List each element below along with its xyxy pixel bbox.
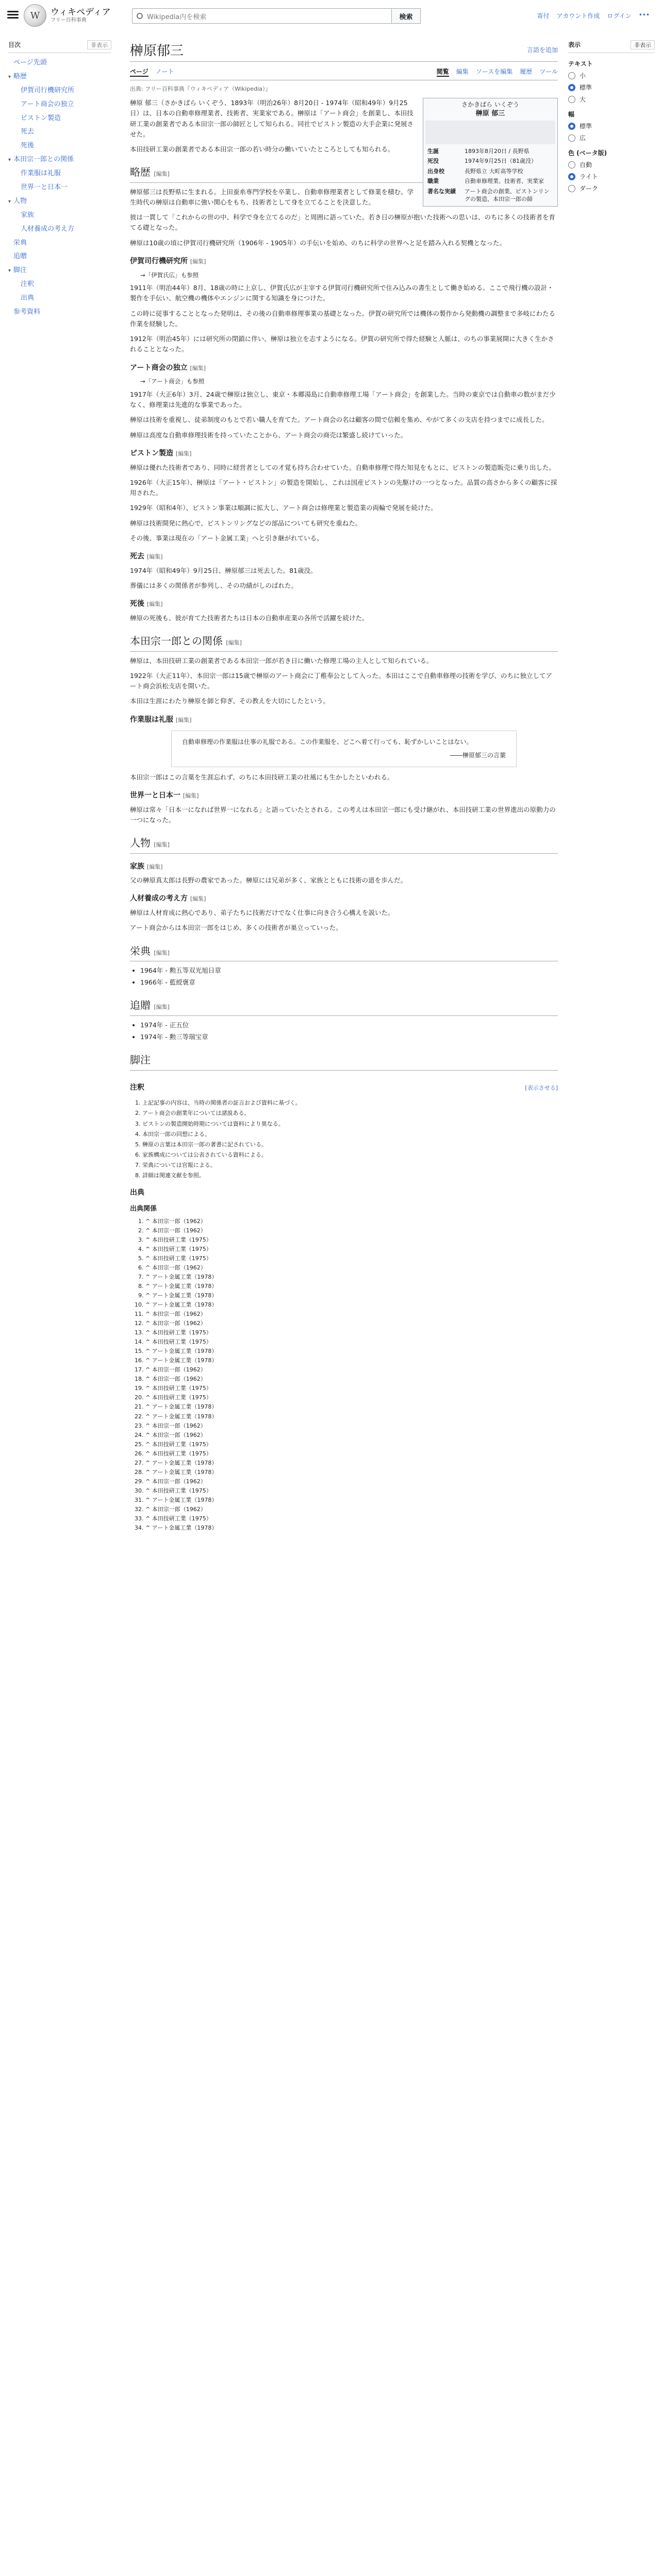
toc-item[interactable] <box>8 292 111 306</box>
radio-label: 小 <box>580 72 586 79</box>
from-line: 出典: フリー百科事典『ウィキペディア（Wikipedia）』 <box>130 86 271 92</box>
page-title-row <box>130 40 558 62</box>
quote-box <box>171 731 517 767</box>
subsection-heading <box>130 448 558 460</box>
infobox-row <box>425 156 555 166</box>
reference-item[interactable]: 26. ^ 本田技研工業（1975） <box>145 1449 558 1458</box>
subsection-title: アート商会の独立 <box>130 363 188 372</box>
infobox-key: 著名な実績 <box>427 188 456 195</box>
subsection-edit-link[interactable]: [編集] <box>146 863 163 870</box>
toc-item-label: 参考資料 <box>13 308 41 316</box>
reference-item[interactable]: 8. ^ アート金属工業（1978） <box>145 1282 558 1291</box>
lead-paragraph: 榊原 郁三（さかきばら いくぞう、1893年（明治26年）8月20日 - 1974年（昭和49年）9月25日）は、日本の自動車修理業者、技術者、実業家である。榊原は「アート商会」を創業し、本田技研工業の創業者である本田宗一郎の師匠として知られる。同社でピストン製造の大手企業に発展させた。 <box>130 99 414 138</box>
toc-list <box>8 56 111 319</box>
subsection-edit-link[interactable]: [編集] <box>146 601 163 608</box>
radio-dot-icon <box>568 185 575 192</box>
subsection-edit-link[interactable]: [編集] <box>175 716 192 723</box>
toc-item[interactable] <box>8 278 111 292</box>
section-heading <box>130 943 558 961</box>
note-item: 6. 家族構成については公表されている資料による。 <box>142 1150 558 1159</box>
reference-item[interactable]: 5. ^ 本田技研工業（1975） <box>145 1254 558 1263</box>
subsection-edit-link[interactable]: [編集] <box>175 450 192 457</box>
radio-option[interactable] <box>568 172 655 181</box>
reference-item[interactable]: 32. ^ 本田宗一郎（1962） <box>145 1505 558 1514</box>
search-form <box>132 8 421 24</box>
infobox-value: 長野県立 大町高等学校 <box>465 167 523 175</box>
reference-item[interactable]: 14. ^ 本田技研工業（1975） <box>145 1337 558 1346</box>
refs-list <box>145 1217 558 1533</box>
subsection-title: 人材養成の考え方 <box>130 894 188 903</box>
paragraph: 榊原は人材育成に熱心であり、弟子たちに技術だけでなく仕事に向き合う心構えを説いた。 <box>130 909 394 917</box>
notes-toggle[interactable]: [表示させる] <box>525 1084 558 1091</box>
tab-read[interactable]: 閲覧 <box>437 67 449 77</box>
paragraph: 榊原は高度な自動車修理技術を持っていたことから、アート商会の商売は繁盛し続けていった。 <box>130 431 407 439</box>
toc-item[interactable] <box>8 112 111 126</box>
paragraph: 榊原は、本田技研工業の創業者である本田宗一郎が若き日に働いた修理工場の主人として知られている。 <box>130 656 433 665</box>
search-placeholder: Wikipedia内を検索 <box>147 13 207 21</box>
reference-item[interactable]: 13. ^ 本田技研工業（1975） <box>145 1328 558 1337</box>
toc-item-label: ページ先頭 <box>13 59 47 66</box>
appearance-heading: 表示 <box>568 41 581 48</box>
subsection-heading <box>130 551 558 563</box>
wikipedia-globe-icon: W <box>24 4 46 27</box>
section-title: 人物 <box>130 837 151 850</box>
infobox-value: 1974年9月25日（81歳没） <box>465 158 537 165</box>
notes-list <box>142 1098 558 1179</box>
subsection-title: 家族 <box>130 862 144 871</box>
note-item: 4. 本田宗一郎の回想による。 <box>142 1130 558 1139</box>
infobox-row <box>425 176 555 186</box>
site-header <box>0 0 662 32</box>
lead-paragraph: 本田技研工業の創業者である本田宗一郎の若い時分の働いていたところとしても知られる。 <box>130 145 394 153</box>
paragraph: 1929年（昭和4年）、ピストン事業は順調に拡大し、アート商会は修理業と製造業の両輪で発展を続けた。 <box>130 504 437 512</box>
toc-hide-button[interactable]: 非表示 <box>87 40 111 49</box>
toc-item-label: 作業服は礼服 <box>21 170 61 178</box>
reference-item[interactable]: 30. ^ 本田技研工業（1975） <box>145 1486 558 1495</box>
subsection-heading <box>130 362 558 374</box>
note-item: 1. 上記記事の内容は、当時の関係者の証言および資料に基づく。 <box>142 1098 558 1107</box>
toc-item[interactable] <box>8 98 111 112</box>
bullet-item: • 1964年 - 勲五等双光旭日章 <box>140 965 558 976</box>
tab-history[interactable]: 履歴 <box>520 68 533 75</box>
infobox-row <box>425 187 555 205</box>
subsection-title: 伊賀司行機研究所 <box>130 257 188 265</box>
paragraph: 榊原は10歳の頃に伊賀司行機研究所（1906年 - 1905年）の手伝いを始め、のちに科学の世界へと足を踏み入れる契機となった。 <box>130 239 506 247</box>
site-title: ウィキペディア <box>51 7 111 18</box>
tab-talk[interactable]: ノート <box>155 68 174 75</box>
reference-item[interactable]: 31. ^ アート金属工業（1978） <box>145 1496 558 1504</box>
infobox-value: アート商会の創業、ピストンリングの製造、本田宗一郎の師 <box>465 188 550 202</box>
toc-item[interactable] <box>8 236 111 250</box>
paragraph: 葬儀には多くの関係者が参列し、その功績がしのばれた。 <box>130 582 298 590</box>
toc-item-label: アート商会の独立 <box>21 100 74 108</box>
section-title: 本田宗一郎との関係 <box>130 635 223 648</box>
reference-item[interactable]: 7. ^ アート金属工業（1978） <box>145 1273 558 1281</box>
paragraph: 1917年（大正6年）3月、24歳で榊原は独立し、東京・本郷湯島に自動車修理工場「アート商会」を創業した。当時の東京では自動車の数がまだ少なく、修理業は先進的な事業であった。 <box>130 390 556 409</box>
reference-item[interactable]: 9. ^ アート金属工業（1978） <box>145 1291 558 1300</box>
toc-item[interactable] <box>8 195 111 209</box>
reference-item[interactable]: 2. ^ 本田宗一郎（1962） <box>145 1226 558 1235</box>
reference-item[interactable]: 34. ^ アート金属工業（1978） <box>145 1523 558 1532</box>
toc-item[interactable] <box>8 264 111 278</box>
toc-item[interactable] <box>8 181 111 195</box>
toc-item-label: 伊賀司行機研究所 <box>21 86 75 94</box>
reference-item[interactable]: 3. ^ 本田技研工業（1975） <box>145 1235 558 1244</box>
paragraph: 父の榊原真太郎は長野の農家であった。榊原には兄弟が多く、家族とともに技術の道を歩んだ。 <box>130 876 407 885</box>
subsection-title: 作業服は礼服 <box>130 715 173 724</box>
reference-item[interactable]: 11. ^ 本田宗一郎（1962） <box>145 1310 558 1318</box>
reference-item[interactable]: 24. ^ 本田宗一郎（1962） <box>145 1431 558 1439</box>
section-heading <box>130 997 558 1015</box>
section-title: 略歴 <box>130 166 151 179</box>
reference-item[interactable]: 6. ^ 本田宗一郎（1962） <box>145 1263 558 1272</box>
paragraph: 彼は一貫して「これからの世の中、科学で身を立てるのだ」と周囲に語っていた。若き日の榊原が抱いた技術への思いは、のちに多くの技術者を育てる礎となった。 <box>130 213 556 232</box>
site-tagline: フリー百科事典 <box>51 17 87 23</box>
create-account-link[interactable]: アカウント作成 <box>556 12 600 20</box>
reference-item[interactable]: 15. ^ アート金属工業（1978） <box>145 1347 558 1355</box>
quote-text: 自動車修理の作業服は仕事の礼服である。この作業服を、どこへ着て行っても、恥ずかしいことはない。 <box>182 738 473 746</box>
reference-item[interactable]: 22. ^ アート金属工業（1978） <box>145 1412 558 1421</box>
user-links <box>537 11 650 20</box>
toc-item[interactable] <box>8 209 111 223</box>
bullet-item: • 1974年 - 勲三等瑞宝章 <box>140 1032 558 1042</box>
toc-item[interactable] <box>8 306 111 319</box>
infobox-kana: さかきばら いくぞう <box>461 101 519 108</box>
toc-item-label: 人材養成の考え方 <box>21 225 75 233</box>
radio-dot-icon <box>568 96 575 103</box>
reference-item[interactable]: 25. ^ 本田技研工業（1975） <box>145 1440 558 1449</box>
page-title: 榊原郁三 <box>130 43 184 59</box>
subsection-title: 死後 <box>130 600 144 608</box>
article-content <box>130 98 558 1532</box>
toc-item-label: 注釈 <box>21 280 35 289</box>
paragraph: 1926年（大正15年）、榊原は「アート・ピストン」の製造を開始し、これは国産ピストンの先駆けの一つとなった。品質の高さから多くの顧客に採用された。 <box>130 478 557 497</box>
width-label: 幅 <box>568 111 575 118</box>
radio-label: ダーク <box>580 185 599 192</box>
tab-page[interactable]: ページ <box>130 67 148 77</box>
section-edit-link[interactable]: [編集] <box>154 949 170 956</box>
subsection-heading <box>130 790 558 802</box>
toc-item-label: 死去 <box>21 128 35 136</box>
bullet-item: • 1974年 - 正五位 <box>140 1020 558 1030</box>
paragraph: 榊原は技術を重視し、徒弟制度のもとで若い職人を育てた。アート商会の名は顧客の間で信頼を集め、やがて多くの支店を持つまでに成長した。 <box>130 416 549 424</box>
radio-label: ライト <box>580 173 598 180</box>
radio-dot-icon <box>568 123 575 130</box>
reference-item[interactable]: 17. ^ 本田宗一郎（1962） <box>145 1365 558 1374</box>
toc-item[interactable] <box>8 223 111 236</box>
infobox-value: 1893年8月20日 / 長野県 <box>465 147 529 155</box>
toc-item-label: 追贈 <box>13 252 27 261</box>
infobox-row <box>425 166 555 176</box>
section-edit-link[interactable]: [編集] <box>154 1004 170 1011</box>
add-language-button[interactable]: 言語を追加 <box>526 46 558 54</box>
paragraph: 1912年（明治45年）には研究所の閉鎖に伴い、榊原は独立を志すようになる。伊賀の研究所で得た経験と人脈は、のちの事業展開に大きく生かされることとなった。 <box>130 335 554 353</box>
reference-item[interactable]: 18. ^ 本田宗一郎（1962） <box>145 1375 558 1383</box>
toc-toggle-icon: ▾ <box>8 157 11 163</box>
reference-item[interactable]: 10. ^ アート金属工業（1978） <box>145 1300 558 1309</box>
section-edit-link[interactable]: [編集] <box>154 841 170 849</box>
subsection-heading <box>130 714 558 726</box>
note-item: 5. 榊原の言葉は本田宗一郎の著書に記されている。 <box>142 1140 558 1149</box>
radio-dot-icon <box>568 134 575 142</box>
paragraph: 榊原は優れた技術者であり、同時に経営者としての才覚も持ち合わせていた。自動車修理で得た知見をもとに、ピストンの製造販売に乗り出した。 <box>130 463 556 471</box>
site-logo[interactable] <box>24 4 111 27</box>
donate-link[interactable]: 寄付 <box>537 12 550 20</box>
subsection-heading <box>130 598 558 610</box>
toc-item[interactable] <box>8 125 111 139</box>
search-icon <box>137 13 143 19</box>
subsection-edit-link[interactable]: [編集] <box>190 895 206 903</box>
radio-option[interactable] <box>568 184 655 193</box>
notes-heading: 注釈 <box>130 1083 144 1092</box>
toc-item[interactable] <box>8 250 111 264</box>
note-item: 8. 詳細は関連文献を参照。 <box>142 1171 558 1180</box>
footnotes-heading: 脚注 <box>130 1052 558 1070</box>
toc-toggle-icon: ▾ <box>8 198 11 205</box>
hatnote[interactable]: →「伊賀氏広」も参照 <box>140 271 199 279</box>
toc-item-label: 人物 <box>13 197 27 205</box>
reference-item[interactable]: 4. ^ 本田技研工業（1975） <box>145 1245 558 1253</box>
paragraph: アート商会からは本田宗一郎をはじめ、多くの技術者が巣立っていった。 <box>130 924 342 932</box>
subsection-title: ピストン製造 <box>130 449 173 457</box>
subsection-title: 死去 <box>130 552 144 561</box>
infobox <box>423 98 558 207</box>
infobox-key: 職業 <box>427 178 439 185</box>
radio-label: 大 <box>580 96 586 103</box>
tab-tools[interactable]: ツール <box>539 68 558 75</box>
toc-item[interactable] <box>8 153 111 167</box>
paragraph: 1922年（大正11年）、本田宗一郎は15歳で榊原のアート商会に丁稚奉公として入った。本田はここで自動車修理の技術を学び、のちに独立してアート商会浜松支店を開いた。 <box>130 671 553 690</box>
bullet-list <box>140 965 558 988</box>
infobox-key: 死没 <box>427 158 439 165</box>
toc-item-label: 略歴 <box>13 72 27 80</box>
subsection-edit-link[interactable]: [編集] <box>190 364 206 371</box>
radio-label: 広 <box>580 134 586 142</box>
section-title: 追贈 <box>130 999 151 1012</box>
section-title: 栄典 <box>130 944 151 957</box>
reference-item[interactable]: 27. ^ アート金属工業（1978） <box>145 1459 558 1467</box>
appearance-hide-button[interactable]: 非表示 <box>631 40 655 49</box>
infobox-row <box>425 146 555 156</box>
subsection-heading <box>130 893 558 905</box>
hatnote[interactable]: →「アート商会」も参照 <box>140 378 205 385</box>
toc-item-label: ピストン製造 <box>21 114 61 122</box>
radio-option[interactable] <box>568 160 655 169</box>
paragraph: その後、事業は現在の「アート金属工業」へと引き継がれている。 <box>130 534 323 542</box>
radio-option[interactable] <box>568 83 655 92</box>
bullet-list <box>140 1020 558 1043</box>
main-menu-button[interactable] <box>7 9 19 21</box>
paragraph: 本田宗一郎はこの言葉を生涯忘れず、のちに本田技研工業の社風にも生かしたといわれる。 <box>130 773 394 781</box>
reference-item[interactable]: 19. ^ 本田技研工業（1975） <box>145 1384 558 1393</box>
paragraph: 榊原は常々「日本一になれば世界一になれる」と語っていたとされる。この考えは本田宗一郎にも受け継がれ、本田技研工業の世界進出の原動力の一つになった。 <box>130 805 556 824</box>
width-options <box>568 122 655 142</box>
article-main <box>130 40 558 1537</box>
paragraph: 1911年（明治44年）8月、18歳の時に上京し、伊賀氏広が主宰する伊賀司行機研究所で住み込みの書生として働き始める。ここで飛行機の設計・製作を手伝い、航空機の機体やエンジンに関する知識を身につけた。 <box>130 284 554 302</box>
section-edit-link[interactable]: [編集] <box>226 639 242 647</box>
search-input[interactable] <box>132 8 392 24</box>
section-heading <box>130 633 558 651</box>
paragraph: 榊原は技術開発に熱心で、ピストンリングなどの部品についても研究を重ねた。 <box>130 519 362 527</box>
toc-sidebar <box>8 40 111 319</box>
paragraph: 榊原郁三は長野県に生まれる。上田蚕糸専門学校を卒業し、自動車修理業者として修業を積む。学生時代の榊原は自動車に強い関心をもち、技術者として身を立てることを決意した。 <box>130 188 414 206</box>
toc-item-label: 脚注 <box>13 266 27 275</box>
toc-heading: 目次 <box>8 41 21 48</box>
note-item: 7. 栄典については官報による。 <box>142 1161 558 1170</box>
reference-item[interactable]: 21. ^ アート金属工業（1978） <box>145 1402 558 1411</box>
radio-option[interactable] <box>568 122 655 130</box>
paragraph: この時に従事することとなった発明は、その後の自動車修理事業の基礎となった。伊賀の研究所では機体の製作から発動機の調整まで多岐にわたる作業を経験した。 <box>130 309 556 328</box>
infobox-name: 榊原 郁三 <box>475 109 505 117</box>
radio-option[interactable] <box>568 133 655 142</box>
infobox-value: 自動車修理業、技術者、実業家 <box>465 178 544 185</box>
reference-item[interactable]: 28. ^ アート金属工業（1978） <box>145 1468 558 1477</box>
radio-dot-icon <box>568 173 575 180</box>
text-size-label: テキスト <box>568 60 593 67</box>
radio-option[interactable] <box>568 71 655 80</box>
note-item: 2. アート商会の創業年については諸説ある。 <box>142 1109 558 1117</box>
toc-item[interactable] <box>8 167 111 181</box>
paragraph: 1974年（昭和49年）9月25日、榊原郁三は死去した。81歳没。 <box>130 566 317 574</box>
radio-label: 標準 <box>580 84 592 91</box>
infobox-photo <box>425 121 555 144</box>
toc-item[interactable] <box>8 70 111 84</box>
radio-label: 自動 <box>580 161 592 168</box>
section-heading <box>130 835 558 853</box>
toc-item[interactable] <box>8 84 111 98</box>
radio-dot-icon <box>568 84 575 91</box>
infobox-table <box>425 146 555 204</box>
toc-toggle-icon: ▾ <box>8 268 11 274</box>
section-edit-link[interactable]: [編集] <box>154 171 170 178</box>
infobox-key: 生誕 <box>427 147 439 155</box>
more-menu-button[interactable]: ••• <box>638 11 650 19</box>
color-options <box>568 160 655 193</box>
subsection-edit-link[interactable]: [編集] <box>183 792 199 799</box>
toc-item-label: 本田宗一郎との関係 <box>13 156 74 164</box>
reference-item[interactable]: 1. ^ 本田宗一郎（1962） <box>145 1217 558 1226</box>
bullet-item: • 1966年 - 藍綬褒章 <box>140 977 558 988</box>
subsection-heading <box>130 256 558 267</box>
reference-item[interactable]: 20. ^ 本田技研工業（1975） <box>145 1393 558 1402</box>
toc-item-label: 家族 <box>21 211 35 219</box>
subsection-edit-link[interactable]: [編集] <box>190 258 206 265</box>
reference-item[interactable]: 33. ^ 本田技研工業（1975） <box>145 1514 558 1523</box>
appearance-panel <box>568 40 655 196</box>
quote-attribution: ――榊原郁三の言葉 <box>450 751 506 759</box>
search-button[interactable]: 検索 <box>392 8 421 24</box>
color-label: 色 (ベータ版) <box>568 149 607 157</box>
reference-item[interactable]: 23. ^ 本田宗一郎（1962） <box>145 1421 558 1430</box>
subsection-title: 世界一と日本一 <box>130 791 180 800</box>
toc-item-label: 死後 <box>21 142 35 150</box>
toc-toggle-icon: ▾ <box>8 74 11 80</box>
refs-subheading: 出典関係 <box>130 1205 157 1213</box>
subsection-heading <box>130 861 558 873</box>
text-size-options <box>568 71 655 104</box>
toc-item-label: 出典 <box>21 294 35 302</box>
radio-dot-icon <box>568 72 575 79</box>
radio-option[interactable] <box>568 95 655 104</box>
toc-item-label: 栄典 <box>13 239 27 247</box>
paragraph: 本田は生涯にわたり榊原を師と仰ぎ、その教えを大切にしたという。 <box>130 697 330 705</box>
page-tabs <box>130 64 558 80</box>
reference-item[interactable]: 12. ^ 本田宗一郎（1962） <box>145 1319 558 1328</box>
subsection-edit-link[interactable]: [編集] <box>146 553 163 561</box>
toc-item[interactable] <box>8 56 111 70</box>
note-item: 3. ピストンの製造開始時期については資料により異なる。 <box>142 1120 558 1128</box>
paragraph: 榊原の死後も、彼が育てた技術者たちは日本の自動車産業の各所で活躍を続けた。 <box>130 614 369 622</box>
radio-label: 標準 <box>580 123 592 130</box>
toc-item[interactable] <box>8 139 111 153</box>
article-sections <box>130 164 558 1042</box>
refs-heading: 出典 <box>130 1188 144 1197</box>
tab-edit-source[interactable]: ソースを編集 <box>475 68 513 75</box>
tab-edit[interactable]: 編集 <box>456 68 469 75</box>
infobox-key: 出身校 <box>427 167 444 175</box>
reference-item[interactable]: 29. ^ 本田宗一郎（1962） <box>145 1477 558 1486</box>
login-link[interactable]: ログイン <box>607 12 632 20</box>
radio-dot-icon <box>568 161 575 168</box>
reference-item[interactable]: 16. ^ アート金属工業（1978） <box>145 1356 558 1365</box>
toc-item-label: 世界一と日本一 <box>21 183 68 192</box>
